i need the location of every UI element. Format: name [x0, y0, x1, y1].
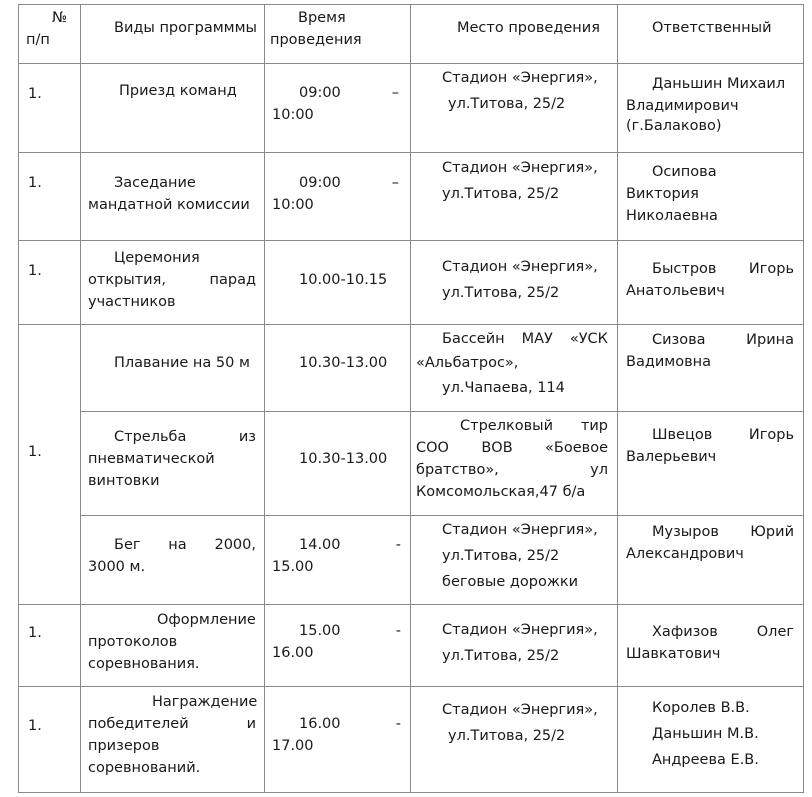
time-cell: 15.00 -	[299, 623, 401, 639]
time-cell: 16.00	[272, 645, 314, 661]
place-cell: беговые дорожки	[442, 574, 579, 590]
responsible-cell: Шавкатович	[626, 646, 721, 662]
responsible-cell: Швецов Игорь	[652, 427, 794, 443]
grid-line	[18, 63, 804, 64]
row-number: 1.	[28, 718, 42, 734]
place-cell: Стадион «Энергия»,	[442, 702, 598, 718]
place-cell: братство», ул	[416, 462, 608, 478]
grid-line	[18, 792, 804, 793]
place-cell: ул.Титова, 25/2	[442, 548, 560, 564]
program-cell: мандатной комиссии	[88, 197, 250, 213]
grid-line	[18, 240, 804, 241]
grid-line	[80, 411, 804, 412]
place-cell: Стадион «Энергия»,	[442, 522, 598, 538]
place-cell: Стадион «Энергия»,	[442, 622, 598, 638]
grid-line	[264, 4, 265, 793]
grid-line	[80, 4, 81, 793]
responsible-cell: Быстров Игорь	[652, 261, 794, 277]
program-cell: 3000 м.	[88, 559, 146, 575]
responsible-cell: Владимирович	[626, 98, 739, 114]
place-cell: Комсомольская,47 б/а	[416, 484, 586, 500]
time-cell: 10:00	[272, 197, 314, 213]
responsible-cell: Валерьевич	[626, 449, 717, 465]
program-cell: Церемония	[114, 250, 200, 266]
place-cell: ул.Титова, 25/2	[442, 186, 560, 202]
program-cell: пневматической	[88, 451, 215, 467]
program-cell: Плавание на 50 м	[114, 355, 250, 371]
program-cell: открытия, парад	[88, 272, 256, 288]
responsible-cell: Королев В.В.	[652, 700, 750, 716]
grid-line	[617, 4, 618, 793]
time-cell: 10:00	[272, 107, 314, 123]
program-cell: победителей и	[88, 716, 256, 732]
time-cell: 10.30-13.00	[299, 355, 388, 371]
header-time: проведения	[270, 32, 362, 48]
responsible-cell: Андреева Е.В.	[652, 752, 759, 768]
program-cell: Бег на 2000,	[114, 537, 256, 553]
row-number: 1.	[28, 86, 42, 102]
grid-line	[18, 324, 804, 325]
place-cell: ул.Титова, 25/2	[442, 648, 560, 664]
program-cell: Стрельба из	[114, 429, 256, 445]
responsible-cell: Осипова	[652, 164, 717, 180]
place-cell: СОО ВОВ «Боевое	[416, 440, 608, 456]
grid-line	[803, 4, 804, 793]
responsible-cell: Хафизов Олег	[652, 624, 794, 640]
header-place: Место проведения	[457, 20, 600, 36]
row-number: 1.	[28, 625, 42, 641]
place-cell: Стрелковый тир	[460, 418, 608, 434]
grid-line	[18, 4, 804, 5]
grid-line	[18, 604, 804, 605]
place-cell: Бассейн МАУ «УСК	[442, 331, 608, 347]
header-time: Время	[298, 10, 346, 26]
program-cell: соревнований.	[88, 760, 201, 776]
header-num: п/п	[26, 32, 50, 48]
program-cell: Заседание	[114, 175, 196, 191]
responsible-cell: Николаевна	[626, 208, 718, 224]
row-number: 1.	[28, 444, 42, 460]
responsible-cell: Сизова Ирина	[652, 332, 794, 348]
program-cell: Приезд команд	[119, 83, 237, 99]
grid-line	[18, 4, 19, 793]
header-program: Виды программмы	[114, 20, 257, 36]
responsible-cell: Музыров Юрий	[652, 524, 794, 540]
responsible-cell: Вадимовна	[626, 354, 712, 370]
row-number: 1.	[28, 175, 42, 191]
responsible-cell: Анатольевич	[626, 283, 725, 299]
place-cell: «Альбатрос»,	[416, 355, 519, 371]
program-cell: соревнования.	[88, 656, 200, 672]
place-cell: ул.Титова, 25/2	[448, 96, 566, 112]
time-cell: 15.00	[272, 559, 314, 575]
responsible-cell: Даньшин Михаил	[652, 76, 786, 92]
responsible-cell: Александрович	[626, 546, 744, 562]
header-num: №	[52, 10, 68, 26]
responsible-cell: (г.Балаково)	[626, 118, 722, 134]
place-cell: ул.Титова, 25/2	[442, 285, 560, 301]
place-cell: Стадион «Энергия»,	[442, 160, 598, 176]
time-cell: 14.00 -	[299, 537, 401, 553]
program-cell: протоколов	[88, 634, 178, 650]
program-cell: Оформление	[157, 612, 256, 628]
grid-line	[18, 686, 804, 687]
time-cell: 17.00	[272, 738, 314, 754]
program-cell: участников	[88, 294, 176, 310]
header-responsible: Ответственный	[652, 20, 772, 36]
program-cell: призеров	[88, 738, 160, 754]
time-cell: 10.00-10.15	[299, 272, 388, 288]
time-cell: 10.30-13.00	[299, 451, 388, 467]
time-cell: 09:00 –	[299, 175, 399, 191]
place-cell: Стадион «Энергия»,	[442, 259, 598, 275]
program-cell: винтовки	[88, 473, 160, 489]
responsible-cell: Даньшин М.В.	[652, 726, 759, 742]
responsible-cell: Виктория	[626, 186, 699, 202]
time-cell: 16.00 -	[299, 716, 401, 732]
time-cell: 09:00 –	[299, 85, 399, 101]
grid-line	[410, 4, 411, 793]
place-cell: ул.Чапаева, 114	[442, 380, 565, 396]
grid-line	[18, 152, 804, 153]
row-number: 1.	[28, 263, 42, 279]
place-cell: ул.Титова, 25/2	[448, 728, 566, 744]
place-cell: Стадион «Энергия»,	[442, 70, 598, 86]
grid-line	[80, 515, 804, 516]
program-cell: Награждение	[152, 694, 258, 710]
